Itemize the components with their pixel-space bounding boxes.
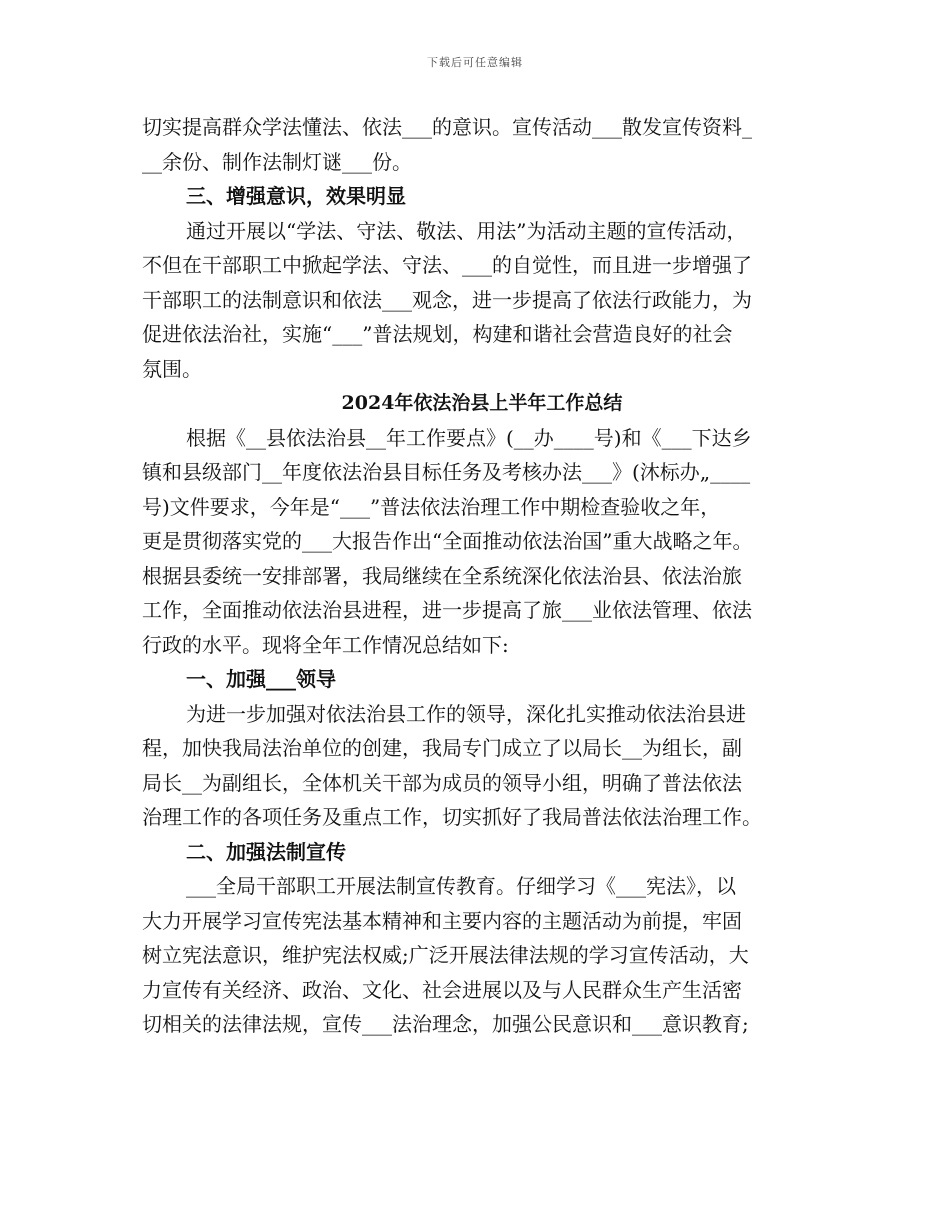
text-line: ___全局干部职工开展法制宣传教育。仔细学习《___宪法》，以 [186, 874, 736, 898]
text-line: 局长__为副组长，全体机关干部为成员的领导小组，明确了普法依法 [142, 770, 742, 795]
text-line: 切相关的法律法规，宣传___法治理念，加强公民意识和___意识教育; [142, 1012, 749, 1036]
text-line: __余份、制作法制灯谜___份。 [142, 149, 412, 174]
text-line: 大力开展学习宣传宪法基本精神和主要内容的主题活动为前提，牢固 [142, 908, 742, 933]
text-line: 根据县委统一安排部署，我局继续在全系统深化依法治县、依法治旅 [142, 563, 742, 588]
text-line: 程，加快我局法治单位的创建，我局专门成立了以局长__为组长，副 [142, 736, 742, 760]
document-body [142, 110, 822, 1042]
text-line: 促进依法治社，实施“___”普法规划，构建和谐社会营造良好的社会 [142, 322, 733, 346]
text-line: 镇和县级部门__年度依法治县目标任务及考核办法___》(沐标办„____ [142, 460, 751, 484]
text-line: 不但在干部职工中掀起学法、守法、___的自觉性，而且进一步增强了 [142, 253, 752, 277]
text-line: 通过开展以“学法、守法、敬法、用法”为活动主题的宣传活动， [186, 218, 747, 243]
text-line: 切实提高群众学法懂法、依法___的意识。宣传活动___散发宣传资料_ [142, 115, 752, 139]
text-line: 氛围。 [142, 356, 202, 381]
text-line: 更是贯彻落实党的___大报告作出“全面推动依法治国”重大战略之年。 [142, 529, 753, 553]
text-line: 力宣传有关经济、政治、文化、社会进展以及与人民群众生产生活密 [142, 977, 742, 1002]
page-header: 下载后可任意编辑 [427, 56, 523, 69]
text-line: 工作，全面推动依法治县进程，进一步提高了旅___业依法管理、依法 [142, 598, 752, 622]
text-line: 干部职工的法制意识和依法___观念，进一步提高了依法行政能力，为 [142, 287, 752, 312]
text-line: 树立宪法意识，维护宪法权威;广泛开展法律法规的学习宣传活动，大 [142, 943, 749, 967]
section-heading: 一、加强___领导 [186, 667, 336, 691]
text-line: 号)文件要求，今年是“___”普法依法治理工作中期检查验收之年， [142, 494, 721, 519]
text-line: 行政的水平。现将全年工作情况总结如下: [142, 632, 509, 657]
text-line: 根据《__县依法治县__年工作要点》(__办____号)和《___下达乡 [186, 425, 752, 450]
text-line: 治理工作的各项任务及重点工作，切实抓好了我局普法依法治理工作。 [142, 805, 762, 829]
section-heading: 三、增强意识，效果明显 [186, 184, 406, 208]
document-title: 2024年依法治县上半年工作总结 [341, 392, 623, 414]
text-line: 为进一步加强对依法治县工作的领导，深化扎实推动依法治县进 [186, 701, 746, 726]
section-heading: 二、加强法制宣传 [186, 839, 346, 864]
